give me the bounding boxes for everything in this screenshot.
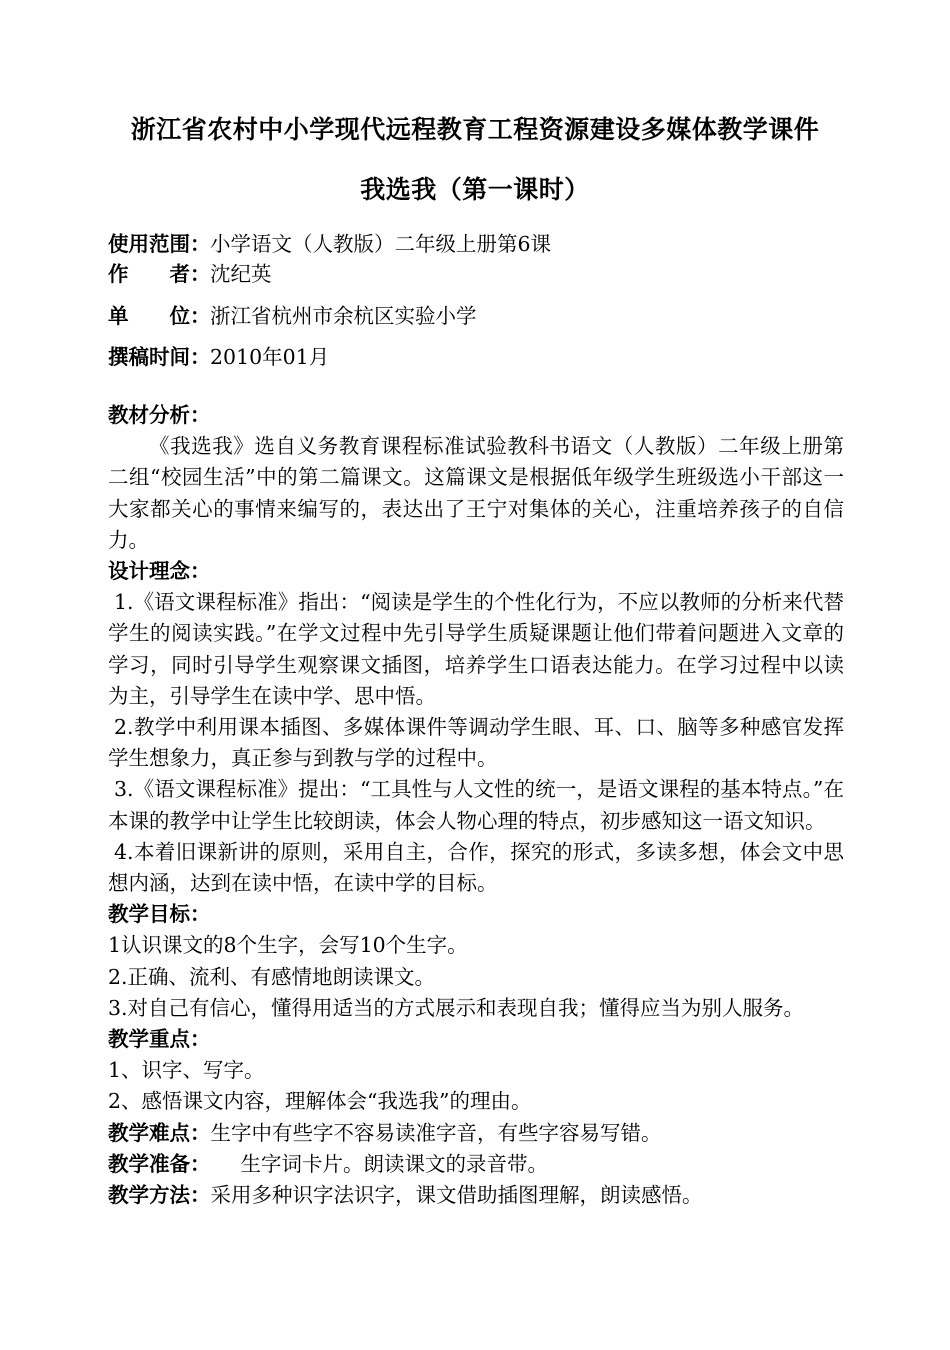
meta-unit-value: 浙江省杭州市余杭区实验小学 xyxy=(210,304,477,328)
difficulty-text: 生字中有些字不容易读准字音，有些字容易写错。 xyxy=(210,1120,662,1145)
goal-item: 3.对自己有信心，懂得用适当的方式展示和表现自我；懂得应当为别人服务。 xyxy=(108,995,805,1020)
document-body xyxy=(108,400,844,1211)
meta-author-label: 作 者： xyxy=(108,262,211,286)
analysis-heading: 教材分析： xyxy=(108,403,211,427)
goal-item: 1认识课文的8个生字，会写10个生字。 xyxy=(108,933,468,958)
meta-date xyxy=(108,342,848,372)
preparation-line xyxy=(108,1149,844,1180)
method-heading: 教学方法： xyxy=(108,1183,211,1208)
key-point-item: 2、感悟课文内容，理解体会“我选我”的理由。 xyxy=(108,1089,532,1114)
meta-scope-label: 使用范围： xyxy=(108,232,211,256)
concept-item: 4.本着旧课新讲的原则，采用自主，合作，探究的形式，多读多想，体会文中思想内涵，达到在读中悟，在读中学的目标。 xyxy=(108,839,844,896)
key-point-item: 1、识字、写字。 xyxy=(108,1058,265,1083)
method-line xyxy=(108,1180,844,1211)
meta-author xyxy=(108,259,848,289)
document-subtitle: 我选我（第一课时） xyxy=(360,175,590,204)
meta-unit xyxy=(108,301,848,331)
document-title: 浙江省农村中小学现代远程教育工程资源建设多媒体教学课件 xyxy=(130,115,820,144)
concept-item: 2.教学中利用课本插图、多媒体课件等调动学生眼、耳、口、脑等多种感官发挥学生想象力，真正参与到教与学的过程中。 xyxy=(108,715,844,771)
goals-heading: 教学目标： xyxy=(108,902,211,927)
concept-item: 3.《语文课程标准》提出：“工具性与人文性的统一，是语文课程的基本特点。”在本课的教学中让学生比较朗读，体会人物心理的特点，初步感知这一语文知识。 xyxy=(108,777,844,833)
preparation-text: 生字词卡片。朗读课文的录音带。 xyxy=(240,1151,548,1176)
key-points-heading: 教学重点： xyxy=(108,1027,211,1052)
meta-author-value: 沈纪英 xyxy=(210,262,272,286)
difficulty-line xyxy=(108,1118,844,1149)
meta-scope-value: 小学语文（人教版）二年级上册第6课 xyxy=(210,232,552,256)
concept-item: 1.《语文课程标准》指出：“阅读是学生的个性化行为，不应以教师的分析来代替学生的阅读实践。”在学文过程中先引导学生质疑课题让他们带着问题进入文章的学习，同时引导学生观察课文插图，培养学生口语表达能力。在学习过程中以读为主，引导学生在读中学、思中悟。 xyxy=(108,590,844,708)
preparation-heading: 教学准备： xyxy=(108,1151,211,1176)
goal-item: 2.正确、流利、有感情地朗读课文。 xyxy=(108,964,436,989)
meta-date-value: 2010年01月 xyxy=(210,345,330,369)
meta-scope xyxy=(108,229,848,259)
meta-date-label: 撰稿时间： xyxy=(108,345,211,369)
difficulty-heading: 教学难点： xyxy=(108,1120,211,1145)
meta-unit-label: 单 位： xyxy=(108,304,211,328)
analysis-text: 《我选我》选自义务教育课程标准试验教科书语文（人教版）二年级上册第二组“校园生活”中的第二篇课文。这篇课文是根据低年级学生班级选小干部这一大家都关心的事情来编写的，表达出了王宁对集体的关心，注重培养孩子的自信力。 xyxy=(108,434,844,552)
method-text: 采用多种识字法识字，课文借助插图理解，朗读感悟。 xyxy=(210,1183,703,1208)
concept-heading: 设计理念： xyxy=(108,559,211,584)
